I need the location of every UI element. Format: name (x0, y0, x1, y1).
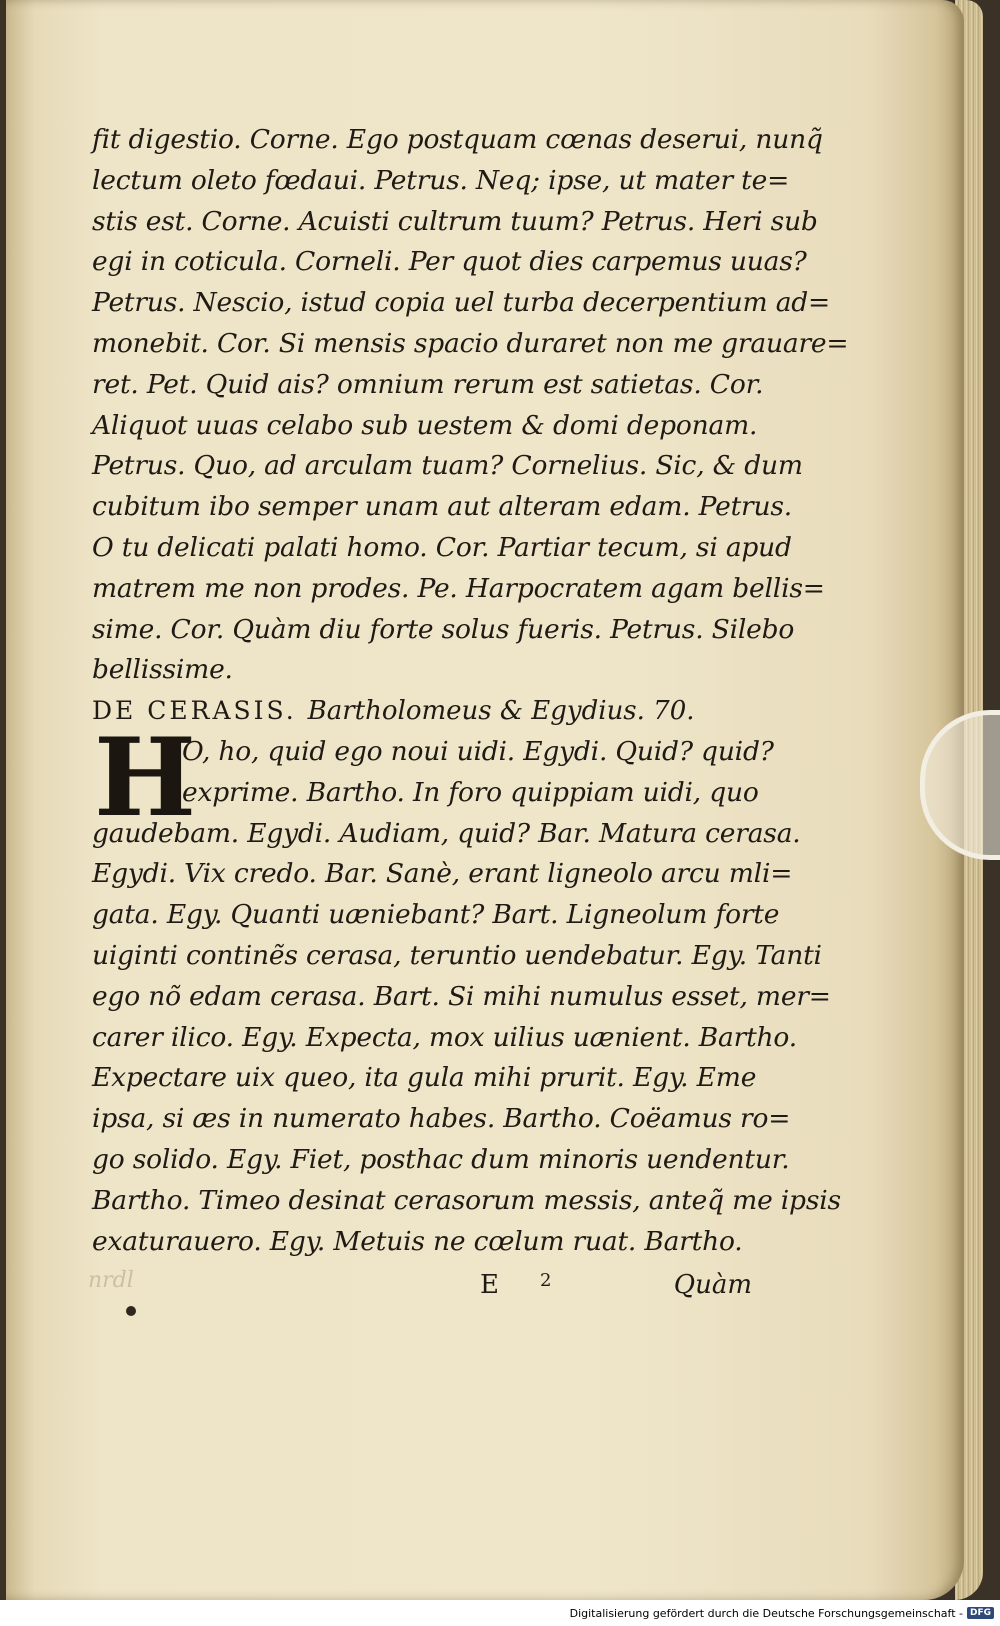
text-line: cubitum ibo semper unam aut alteram edam. Petrus. (92, 491, 792, 523)
text-line: Aliquot uuas celabo sub uestem & domi deponam. (92, 409, 758, 441)
text-line: go solido. Egy. Fiet, posthac dum minoris uendentur. (92, 1143, 790, 1175)
page-text (92, 120, 849, 1262)
text-line: exprime. Bartho. In foro quippiam uidi, quo (182, 776, 759, 808)
bleed-through-text: nrdl (88, 1268, 134, 1293)
section-speakers: Bartholomeus & Egydius. 70. (307, 696, 695, 727)
text-line: stis est. Corne. Acuisti cultrum tuum? Petrus. Heri sub (92, 205, 818, 237)
catchword: Quàm (673, 1270, 752, 1300)
text-line: carer ilico. Egy. Expecta, mox uilius uænient. Bartho. (92, 1021, 797, 1053)
text-line: ipsa, si æs in numerato habes. Bartho. Coëamus ro= (92, 1103, 791, 1135)
text-line: exaturauero. Egy. Metuis ne cœlum ruat. Bartho. (92, 1225, 743, 1257)
text-line: ego nõ edam cerasa. Bart. Si mihi numulus esset, mer= (92, 980, 831, 1012)
text-line: O tu delicati palati homo. Cor. Partiar tecum, si apud (92, 531, 792, 563)
ink-dot (126, 1306, 136, 1316)
text-line: fit digestio. Corne. Ego postquam cœnas deserui, nunq̃ (92, 124, 823, 155)
credit-text: Digitalisierung gefördert durch die Deutsche Forschungsgemeinschaft - (569, 1606, 963, 1620)
text-line: Petrus. Nescio, istud copia uel turba decerpentium ad= (92, 287, 831, 319)
text-line: matrem me non prodes. Pe. Harpocratem agam bellis= (92, 572, 825, 604)
signature-number: 2 (540, 1270, 552, 1291)
text-line: gata. Egy. Quanti uæniebant? Bart. Ligneolum forte (92, 899, 780, 931)
text-line: bellissime. (92, 654, 233, 686)
page-footer (92, 1262, 752, 1306)
text-line: Bartho. Timeo desinat cerasorum messis, anteq̃ me ipsis (92, 1184, 841, 1216)
text-line: egi in coticula. Corneli. Per quot dies carpemus uuas? (92, 246, 807, 278)
section-title: DE CERASIS. (92, 696, 297, 726)
digitization-credit (0, 1600, 1000, 1626)
drop-cap: H (94, 714, 196, 841)
text-line: sime. Cor. Quàm diu forte solus fueris. Petrus. Silebo (92, 613, 795, 645)
text-line: Expectare uix queo, ita gula mihi prurit. Egy. Eme (92, 1062, 757, 1094)
text-line: Egydi. Vix credo. Bar. Sanè, erant ligneolo arcu mli= (92, 858, 793, 890)
text-line: monebit. Cor. Si mensis spacio duraret non me grauare= (92, 327, 849, 359)
text-line: uiginti continẽs cerasa, teruntio uendebatur. Egy. Tanti (92, 939, 822, 971)
text-line: ret. Pet. Quid ais? omnium rerum est satietas. Cor. (92, 368, 764, 400)
text-line: lectum oleto fœdaui. Petrus. Neq; ipse, ut mater te= (92, 164, 790, 196)
text-line: O, ho, quid ego noui uidi. Egydi. Quid? quid? (182, 735, 774, 767)
dfg-logo: DFG (967, 1607, 994, 1619)
text-line: gaudebam. Egydi. Audiam, quid? Bar. Matura cerasa. (92, 817, 801, 849)
signature-mark: E (480, 1270, 499, 1300)
text-line: Petrus. Quo, ad arculam tuam? Cornelius. Sic, & dum (92, 450, 803, 482)
